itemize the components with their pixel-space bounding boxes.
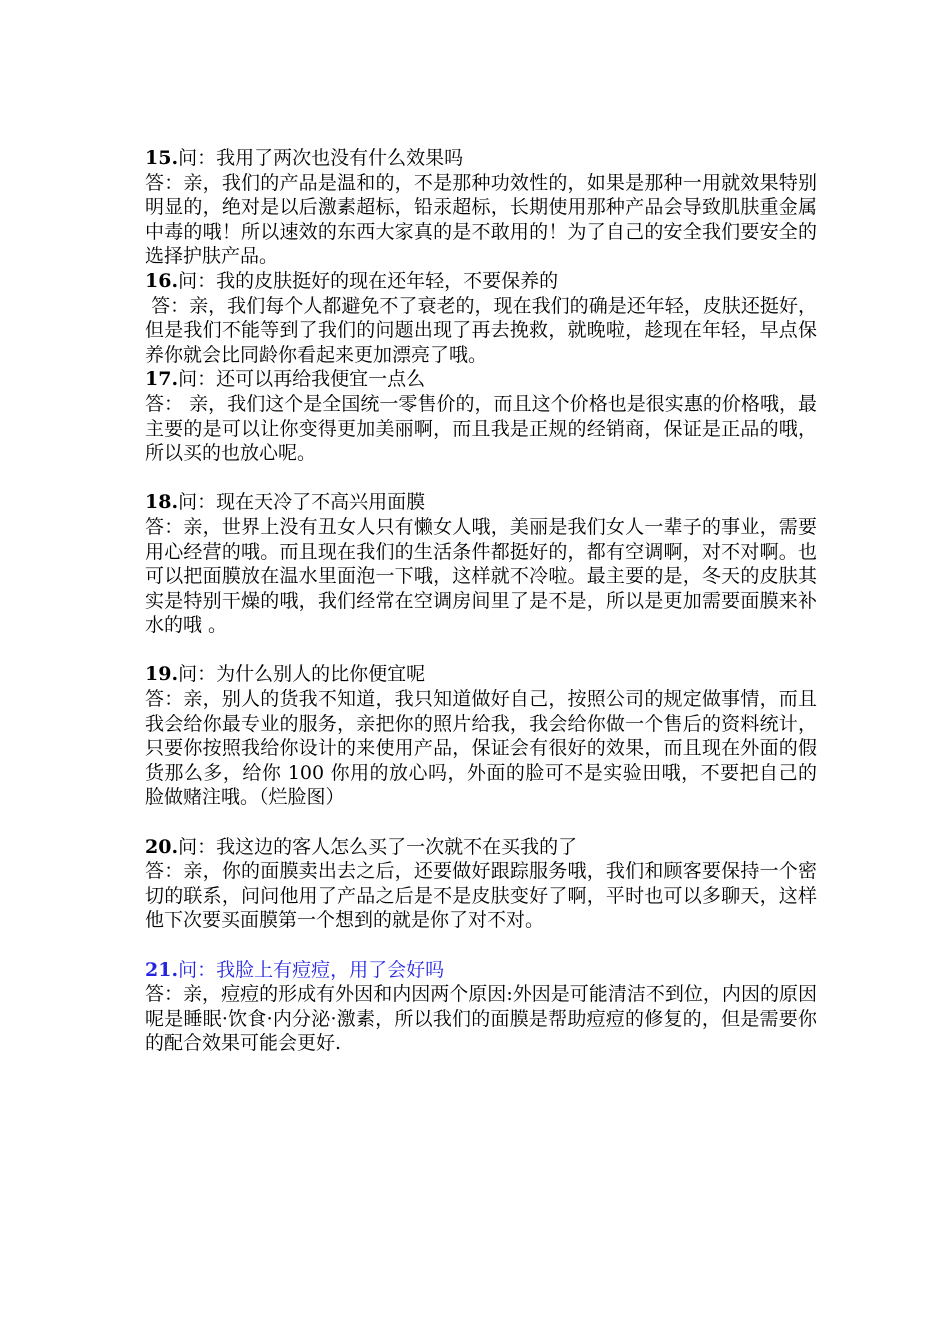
document-page bbox=[145, 146, 817, 1056]
paragraph-spacer bbox=[145, 933, 817, 958]
answer-16: 答：亲，我们每个人都避免不了衰老的，现在我们的确是还年轻，皮肤还挺好，但是我们不能等到了我们的问题出现了再去挽救，就晚啦，趁现在年轻，早点保养你就会比同龄你看起来更加漂亮了哦。 bbox=[145, 294, 817, 366]
qa-item-16 bbox=[145, 269, 817, 367]
question-number: 17. bbox=[145, 368, 179, 391]
question-number: 19. bbox=[145, 663, 179, 686]
question-number: 16. bbox=[145, 269, 179, 292]
question-text: 问：现在天冷了不高兴用面膜 bbox=[178, 491, 426, 514]
question-text: 问：我这边的客人怎么买了一次就不在买我的了 bbox=[178, 835, 578, 858]
answer-21: 答：亲，痘痘的形成有外因和内因两个原因:外因是可能清洁不到位，内因的原因呢是睡眠·饮食·内分泌·激素，所以我们的面膜是帮助痘痘的修复的，但是需要你的配合效果可能会更好. bbox=[145, 983, 817, 1055]
question-number: 21. bbox=[145, 958, 179, 981]
question-17 bbox=[145, 367, 817, 392]
qa-item-17 bbox=[145, 367, 817, 465]
question-15 bbox=[145, 146, 817, 171]
question-text: 问：我的皮肤挺好的现在还年轻，不要保养的 bbox=[178, 269, 559, 292]
answer-19: 答：亲，别人的货我不知道，我只知道做好自己，按照公司的规定做事情，而且我会给你最专业的服务，亲把你的照片给我，我会给你做一个售后的资料统计，只要你按照我给你设计的来使用产品，保证会有很好的效果，而且现在外面的假货那么多，给你 100 你用的放心吗，外面的脸可不是实验田哦，不要把自己的脸做赌注哦。（烂脸图） bbox=[145, 688, 817, 809]
question-text: 问：我用了两次也没有什么效果吗 bbox=[178, 147, 464, 169]
paragraph-spacer bbox=[145, 638, 817, 663]
qa-item-20 bbox=[145, 835, 817, 933]
answer-17: 答： 亲，我们这个是全国统一零售价的，而且这个价格也是很实惠的价格哦，最主要的是可以让你变得更加美丽啊，而且我是正规的经销商，保证是正品的哦，所以买的也放心呢。 bbox=[145, 392, 817, 465]
question-number: 15. bbox=[145, 147, 179, 169]
question-text: 问：我脸上有痘痘，用了会好吗 bbox=[178, 958, 445, 981]
question-19 bbox=[145, 662, 817, 687]
answer-20: 答：亲，你的面膜卖出去之后，还要做好跟踪服务哦，我们和顾客要保持一个密切的联系，问问他用了产品之后是不是皮肤变好了啊，平时也可以多聊天，这样他下次要买面膜第一个想到的就是你了对不对。 bbox=[145, 860, 817, 932]
question-18 bbox=[145, 490, 817, 515]
qa-item-21 bbox=[145, 958, 817, 1056]
qa-item-15 bbox=[145, 146, 817, 269]
paragraph-spacer bbox=[145, 810, 817, 835]
question-number: 18. bbox=[145, 491, 179, 514]
question-20 bbox=[145, 835, 817, 860]
answer-15: 答：亲，我们的产品是温和的，不是那种功效性的，如果是那种一用就效果特别明显的，绝对是以后激素超标，铅汞超标，长期使用那种产品会导致肌肤重金属中毒的哦！所以速效的东西大家真的是不敢用的！为了自己的安全我们要安全的选择护肤产品。 bbox=[145, 171, 817, 268]
answer-18: 答：亲，世界上没有丑女人只有懒女人哦，美丽是我们女人一辈子的事业，需要用心经营的哦。而且现在我们的生活条件都挺好的，都有空调啊，对不对啊。也可以把面膜放在温水里面泡一下哦，这样就不冷啦。最主要的是，冬天的皮肤其实是特别干燥的哦，我们经常在空调房间里了是不是，所以是更加需要面膜来补水的哦 。 bbox=[145, 515, 817, 637]
question-16 bbox=[145, 269, 817, 294]
qa-item-18 bbox=[145, 490, 817, 638]
qa-item-19 bbox=[145, 662, 817, 810]
question-text: 问：为什么别人的比你便宜呢 bbox=[178, 663, 426, 686]
paragraph-spacer bbox=[145, 466, 817, 491]
question-number: 20. bbox=[145, 835, 179, 858]
question-text: 问：还可以再给我便宜一点么 bbox=[178, 368, 426, 391]
question-21-highlighted bbox=[145, 958, 817, 983]
